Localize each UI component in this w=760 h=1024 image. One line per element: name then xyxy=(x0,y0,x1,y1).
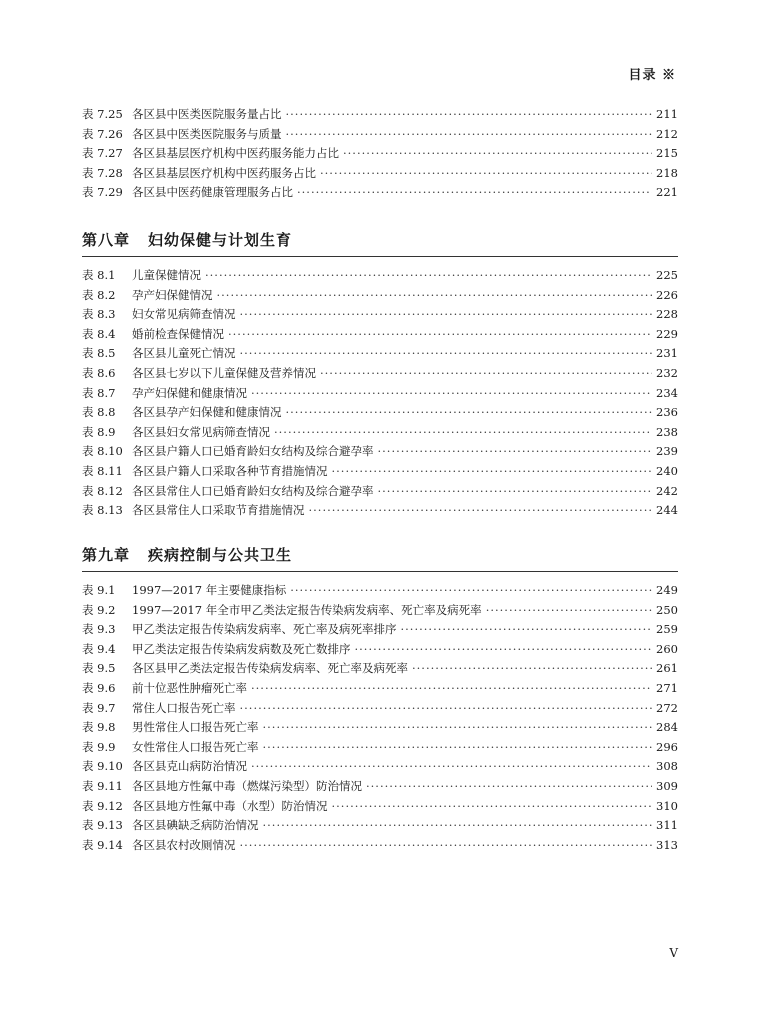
toc-entry-title: 1997—2017 年全市甲乙类法定报告传染病发病率、死亡率及病死率 xyxy=(132,602,482,617)
leader-dots xyxy=(332,799,653,813)
toc-entry-title: 各区县中医类医院服务与质量 xyxy=(132,126,282,141)
toc-list xyxy=(82,582,678,856)
toc-entry[interactable] xyxy=(82,424,678,444)
toc-entry[interactable] xyxy=(82,184,678,204)
toc-entry-page: 234 xyxy=(656,385,678,400)
toc-entry[interactable] xyxy=(82,798,678,818)
toc-entry-number: 表 9.8 xyxy=(82,720,116,735)
toc-entry-title: 婚前检查保健情况 xyxy=(132,326,224,341)
page-number: V xyxy=(669,946,678,960)
toc-entry[interactable] xyxy=(82,582,678,602)
toc-entry[interactable] xyxy=(82,719,678,739)
toc-entry[interactable] xyxy=(82,345,678,365)
toc-entry-number: 表 9.4 xyxy=(82,641,116,656)
toc-entry-title: 女性常住人口报告死亡率 xyxy=(132,739,259,754)
toc-entry-number: 表 8.7 xyxy=(82,385,116,400)
chapter-label: 第八章 xyxy=(82,231,131,249)
toc-entry-number: 表 7.28 xyxy=(82,165,123,180)
leader-dots xyxy=(401,622,653,636)
toc-entry-number: 表 8.2 xyxy=(82,287,116,302)
toc-entry-page: 311 xyxy=(656,818,678,833)
toc-entry[interactable] xyxy=(82,739,678,759)
toc-entry-page: 244 xyxy=(656,503,678,518)
toc-entry-page: 239 xyxy=(656,444,678,459)
toc-entry-number: 表 7.27 xyxy=(82,146,123,161)
leader-dots xyxy=(263,720,653,734)
chapter-title: 疾病控制与公共卫生 xyxy=(148,546,293,564)
leader-dots xyxy=(251,386,652,400)
leader-dots xyxy=(240,346,653,360)
toc-entry-number: 表 8.6 xyxy=(82,365,116,380)
toc-entry-number: 表 9.9 xyxy=(82,739,116,754)
toc-entry[interactable] xyxy=(82,602,678,622)
leader-dots xyxy=(263,740,653,754)
leader-dots xyxy=(263,818,653,832)
toc-entry[interactable] xyxy=(82,326,678,346)
toc-entry-title: 各区县户籍人口采取各种节育措施情况 xyxy=(132,463,328,478)
toc-entry-page: 249 xyxy=(656,583,678,597)
toc-entry[interactable] xyxy=(82,404,678,424)
toc-entry[interactable] xyxy=(82,443,678,463)
leader-dots xyxy=(274,425,652,439)
toc-entry-page: 212 xyxy=(656,126,678,141)
toc-entry-page: 272 xyxy=(656,700,678,715)
toc-entry-number: 表 8.4 xyxy=(82,326,116,341)
chapter-label: 第九章 xyxy=(82,546,131,564)
toc-entry-number: 表 8.5 xyxy=(82,346,116,361)
toc-entry-number: 表 9.5 xyxy=(82,661,116,676)
leader-dots xyxy=(297,185,652,199)
leader-dots xyxy=(343,146,652,160)
leader-dots xyxy=(355,642,653,656)
toc-entry-page: 261 xyxy=(656,661,678,676)
toc-entry-number: 表 8.1 xyxy=(82,268,116,282)
toc-entry-page: 238 xyxy=(656,424,678,439)
leader-dots xyxy=(240,701,653,715)
toc-entry-page: 236 xyxy=(656,405,678,420)
leader-dots xyxy=(378,444,653,458)
toc-entry-title: 妇女常见病筛查情况 xyxy=(132,307,236,322)
toc-entry-number: 表 7.26 xyxy=(82,126,123,141)
toc-entry-page: 225 xyxy=(656,268,678,282)
leader-dots xyxy=(251,759,652,773)
toc-entry[interactable] xyxy=(82,817,678,837)
toc-entry-page: 240 xyxy=(656,463,678,478)
toc-entry-number: 表 7.25 xyxy=(82,107,123,121)
toc-entry-number: 表 9.7 xyxy=(82,700,116,715)
toc-entry-number: 表 9.11 xyxy=(82,778,123,793)
leader-dots xyxy=(240,307,653,321)
toc-entry[interactable] xyxy=(82,837,678,857)
toc-entry-title: 儿童保健情况 xyxy=(132,268,201,282)
toc-entry-number: 表 9.12 xyxy=(82,798,123,813)
toc-entry[interactable] xyxy=(82,267,678,287)
toc-entry-title: 各区县儿童死亡情况 xyxy=(132,346,236,361)
toc-entry[interactable] xyxy=(82,463,678,483)
toc-entry-page: 232 xyxy=(656,365,678,380)
toc-entry-number: 表 9.6 xyxy=(82,680,116,695)
toc-entry[interactable] xyxy=(82,306,678,326)
toc-entry[interactable] xyxy=(82,106,678,126)
leader-dots xyxy=(320,366,652,380)
toc-entry-page: 229 xyxy=(656,326,678,341)
leader-dots xyxy=(366,779,652,793)
toc-entry[interactable] xyxy=(82,483,678,503)
leader-dots xyxy=(217,288,653,302)
toc-entry-page: 226 xyxy=(656,287,678,302)
toc-entry-page: 313 xyxy=(656,837,678,852)
toc-entry-number: 表 8.13 xyxy=(82,503,123,518)
toc-entry-title: 各区县中医药健康管理服务占比 xyxy=(132,185,293,200)
toc-entry-page: 260 xyxy=(656,641,678,656)
leader-dots xyxy=(286,127,653,141)
toc-entry-title: 常住人口报告死亡率 xyxy=(132,700,236,715)
toc-entry-number: 表 8.10 xyxy=(82,444,123,459)
toc-entry[interactable] xyxy=(82,660,678,680)
toc-entry-page: 308 xyxy=(656,759,678,774)
toc-entry-page: 259 xyxy=(656,622,678,637)
toc-entry-number: 表 8.9 xyxy=(82,424,116,439)
toc-entry-title: 各区县妇女常见病筛查情况 xyxy=(132,424,270,439)
toc-entry[interactable] xyxy=(82,365,678,385)
toc-entry[interactable] xyxy=(82,700,678,720)
toc-entry-title: 甲乙类法定报告传染病发病数及死亡数排序 xyxy=(132,641,351,656)
toc-entry[interactable] xyxy=(82,502,678,522)
toc-entry[interactable] xyxy=(82,126,678,146)
toc-entry-number: 表 9.2 xyxy=(82,602,116,617)
leader-dots xyxy=(205,268,652,282)
toc-entry-title: 各区县碘缺乏病防治情况 xyxy=(132,818,259,833)
leader-dots xyxy=(320,166,652,180)
toc-entry-title: 孕产妇保健情况 xyxy=(132,287,213,302)
leader-dots xyxy=(240,838,653,852)
toc-entry[interactable] xyxy=(82,385,678,405)
toc-entry-title: 各区县克山病防治情况 xyxy=(132,759,247,774)
toc-entry-number: 表 9.3 xyxy=(82,622,116,637)
toc-entry-number: 表 8.11 xyxy=(82,463,123,478)
toc-entry-page: 221 xyxy=(656,185,678,200)
leader-dots xyxy=(290,583,652,597)
chapter-heading xyxy=(82,229,678,257)
toc-entry-title: 前十位恶性肿瘤死亡率 xyxy=(132,680,247,695)
toc-entry[interactable] xyxy=(82,287,678,307)
toc-entry-number: 表 9.1 xyxy=(82,583,116,597)
toc-section-chapter9 xyxy=(82,544,678,856)
toc-entry-page: 284 xyxy=(656,720,678,735)
leader-dots xyxy=(251,681,652,695)
leader-dots xyxy=(228,327,652,341)
toc-entry-number: 表 9.10 xyxy=(82,759,123,774)
toc-entry-title: 各区县基层医疗机构中医药服务占比 xyxy=(132,165,316,180)
toc-entry-title: 1997—2017 年主要健康指标 xyxy=(132,583,287,597)
chapter-title: 妇幼保健与计划生育 xyxy=(148,231,293,249)
toc-entry[interactable] xyxy=(82,641,678,661)
leader-dots xyxy=(378,484,653,498)
toc-entry-title: 各区县农村改厕情况 xyxy=(132,837,236,852)
toc-entry-title: 各区县常住人口采取节育措施情况 xyxy=(132,503,305,518)
toc-entry-page: 231 xyxy=(656,346,678,361)
toc-entry-title: 各区县地方性氟中毒（水型）防治情况 xyxy=(132,798,328,813)
toc-entry-title: 各区县中医类医院服务量占比 xyxy=(132,107,282,121)
toc-entry-title: 各区县甲乙类法定报告传染病发病率、死亡率及病死率 xyxy=(132,661,408,676)
toc-entry-page: 211 xyxy=(656,107,678,121)
toc-entry-title: 各区县户籍人口已婚育龄妇女结构及综合避孕率 xyxy=(132,444,374,459)
toc-entry-page: 250 xyxy=(656,602,678,617)
toc-entry[interactable] xyxy=(82,680,678,700)
toc-entry-title: 各区县常住人口已婚育龄妇女结构及综合避孕率 xyxy=(132,483,374,498)
toc-entry-page: 296 xyxy=(656,739,678,754)
toc-entry[interactable] xyxy=(82,145,678,165)
toc-entry-page: 309 xyxy=(656,778,678,793)
toc-entry-title: 各区县七岁以下儿童保健及营养情况 xyxy=(132,365,316,380)
toc-entry-number: 表 9.14 xyxy=(82,837,123,852)
toc-entry-number: 表 8.12 xyxy=(82,483,123,498)
toc-list xyxy=(82,267,678,522)
toc-section-chapter8 xyxy=(82,229,678,522)
toc-entry-title: 甲乙类法定报告传染病发病率、死亡率及病死率排序 xyxy=(132,622,397,637)
leader-dots xyxy=(309,503,653,517)
toc-entry-number: 表 9.13 xyxy=(82,818,123,833)
toc-entry-page: 218 xyxy=(656,165,678,180)
toc-entry[interactable] xyxy=(82,758,678,778)
toc-entry-number: 表 7.29 xyxy=(82,185,123,200)
toc-entry-title: 孕产妇保健和健康情况 xyxy=(132,385,247,400)
toc-entry[interactable] xyxy=(82,778,678,798)
toc-entry-page: 228 xyxy=(656,307,678,322)
running-header: 目录 ※ xyxy=(628,68,676,83)
leader-dots xyxy=(486,603,652,617)
toc-entry-page: 310 xyxy=(656,798,678,813)
toc-entry-page: 215 xyxy=(656,146,678,161)
toc-section-chapter7-tail xyxy=(82,106,678,204)
toc-entry-title: 男性常住人口报告死亡率 xyxy=(132,720,259,735)
toc-entry-title: 各区县地方性氟中毒（燃煤污染型）防治情况 xyxy=(132,778,362,793)
toc-entry-title: 各区县孕产妇保健和健康情况 xyxy=(132,405,282,420)
leader-dots xyxy=(286,405,653,419)
leader-dots xyxy=(286,107,653,121)
toc-entry-title: 各区县基层医疗机构中医药服务能力占比 xyxy=(132,146,339,161)
leader-dots xyxy=(412,661,652,675)
toc-entry[interactable] xyxy=(82,621,678,641)
chapter-heading xyxy=(82,544,678,572)
toc-entry-number: 表 8.8 xyxy=(82,405,116,420)
toc-entry[interactable] xyxy=(82,165,678,185)
toc-entry-number: 表 8.3 xyxy=(82,307,116,322)
toc-entry-page: 271 xyxy=(656,680,678,695)
leader-dots xyxy=(332,464,653,478)
toc-entry-page: 242 xyxy=(656,483,678,498)
